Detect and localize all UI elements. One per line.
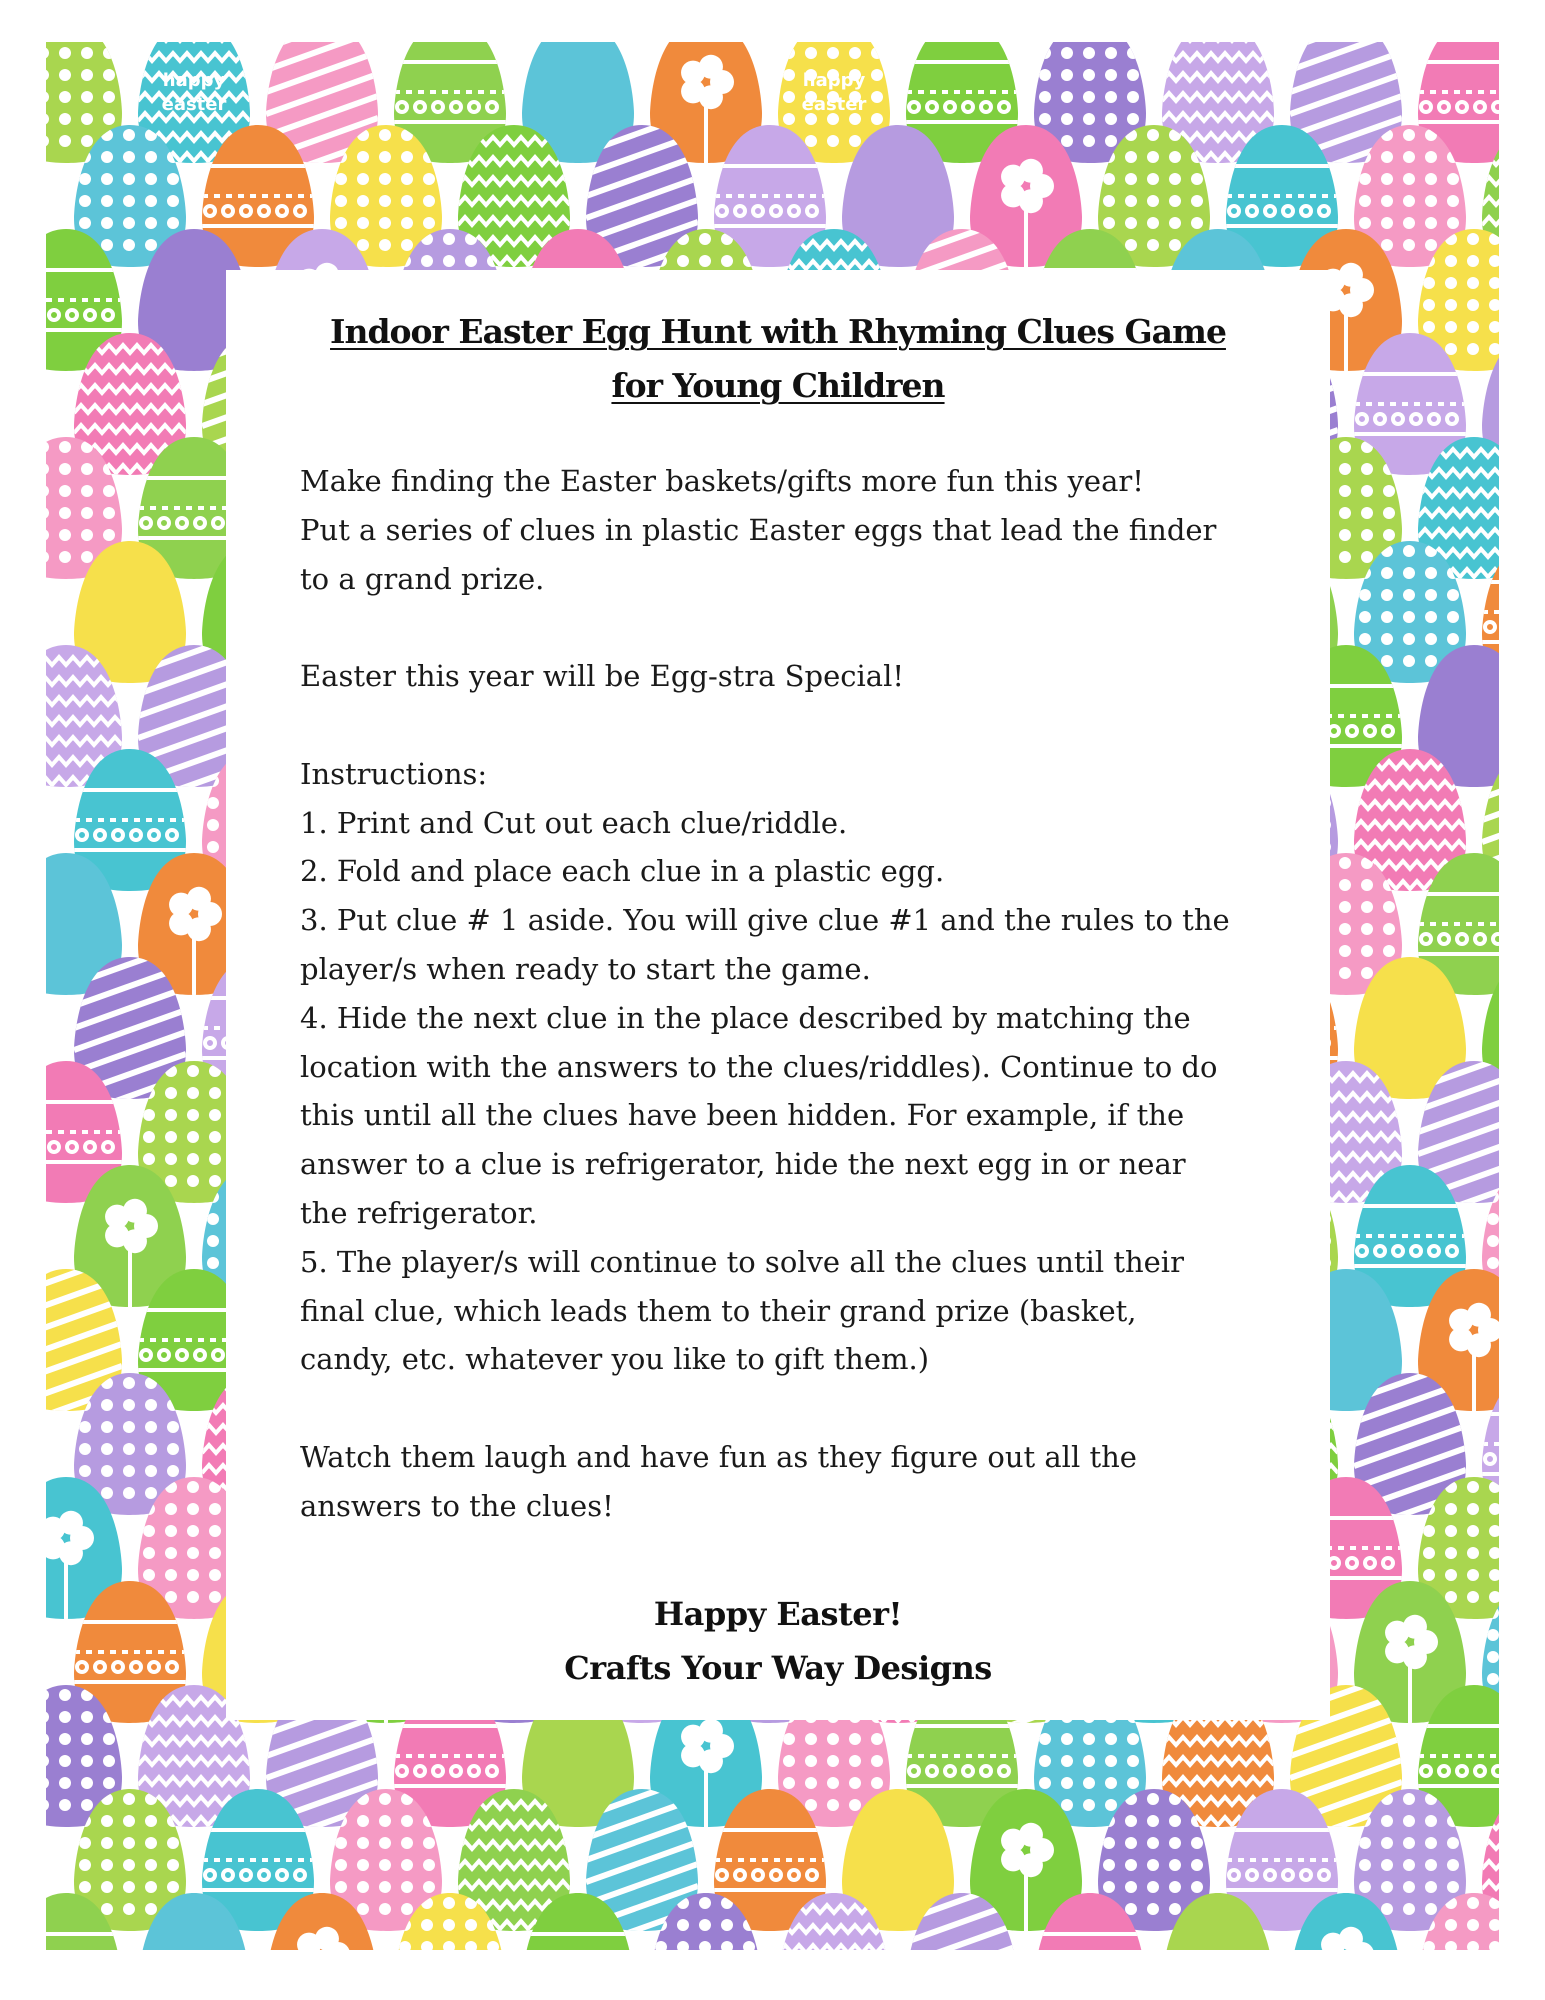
step-line: answer to a clue is refrigerator, hide the next egg in or near [300,1147,1186,1182]
content-panel [226,270,1330,1720]
step-line: this until all the clues have been hidden. For example, if the [300,1098,1185,1133]
instruction-step [300,1238,1300,1384]
signoff-brand: Crafts Your Way Designs [564,1649,992,1687]
step-line: final clue, which leads them to their grand prize (basket, [300,1293,1137,1328]
step-line: player/s when ready to start the game. [300,951,871,986]
closing-line: Watch them laugh and have fun as they figure out all the [300,1439,1137,1474]
instruction-step [300,994,1300,1238]
egg-label: easter [801,94,867,115]
step-line: location with the answers to the clues/riddles). Continue to do [300,1049,1218,1084]
intro-line: to a grand prize. [300,561,545,596]
page-subtitle: for Young Children [611,366,945,405]
tagline: Easter this year will be Egg-stra Special! [300,659,905,694]
step-line: candy, etc. whatever you like to gift them.) [300,1342,930,1377]
spacer [300,1384,1300,1433]
egg-label: happy [802,70,866,91]
signoff-greeting: Happy Easter! [653,1595,903,1633]
instruction-step [300,799,1300,848]
step-line: 4. Hide the next clue in the place described by matching the [300,1000,1191,1035]
instruction-step [300,896,1300,994]
page-title: Indoor Easter Egg Hunt with Rhyming Clues Game [330,312,1226,351]
intro-line: Put a series of clues in plastic Easter eggs that lead the finder [300,512,1217,547]
step-line: 5. The player/s will continue to solve all the clues until their [300,1244,1184,1279]
closing-line: answers to the clues! [300,1488,614,1523]
egg-label: happy [162,70,226,91]
step-line: 2. Fold and place each clue in a plastic egg. [300,854,945,889]
body-text [300,457,1300,1531]
step-line: the refrigerator. [300,1195,538,1230]
instructions-list [300,799,1300,1385]
intro-line: Make finding the Easter baskets/gifts more fun this year! [300,464,1144,498]
instruction-step [300,847,1300,896]
instructions-heading: Instructions: [300,756,488,791]
spacer [300,603,1300,652]
egg-label: easter [161,94,227,115]
step-line: 1. Print and Cut out each clue/riddle. [300,805,848,840]
spacer [300,701,1300,750]
step-line: 3. Put clue # 1 aside. You will give clue #1 and the rules to the [300,903,1230,938]
